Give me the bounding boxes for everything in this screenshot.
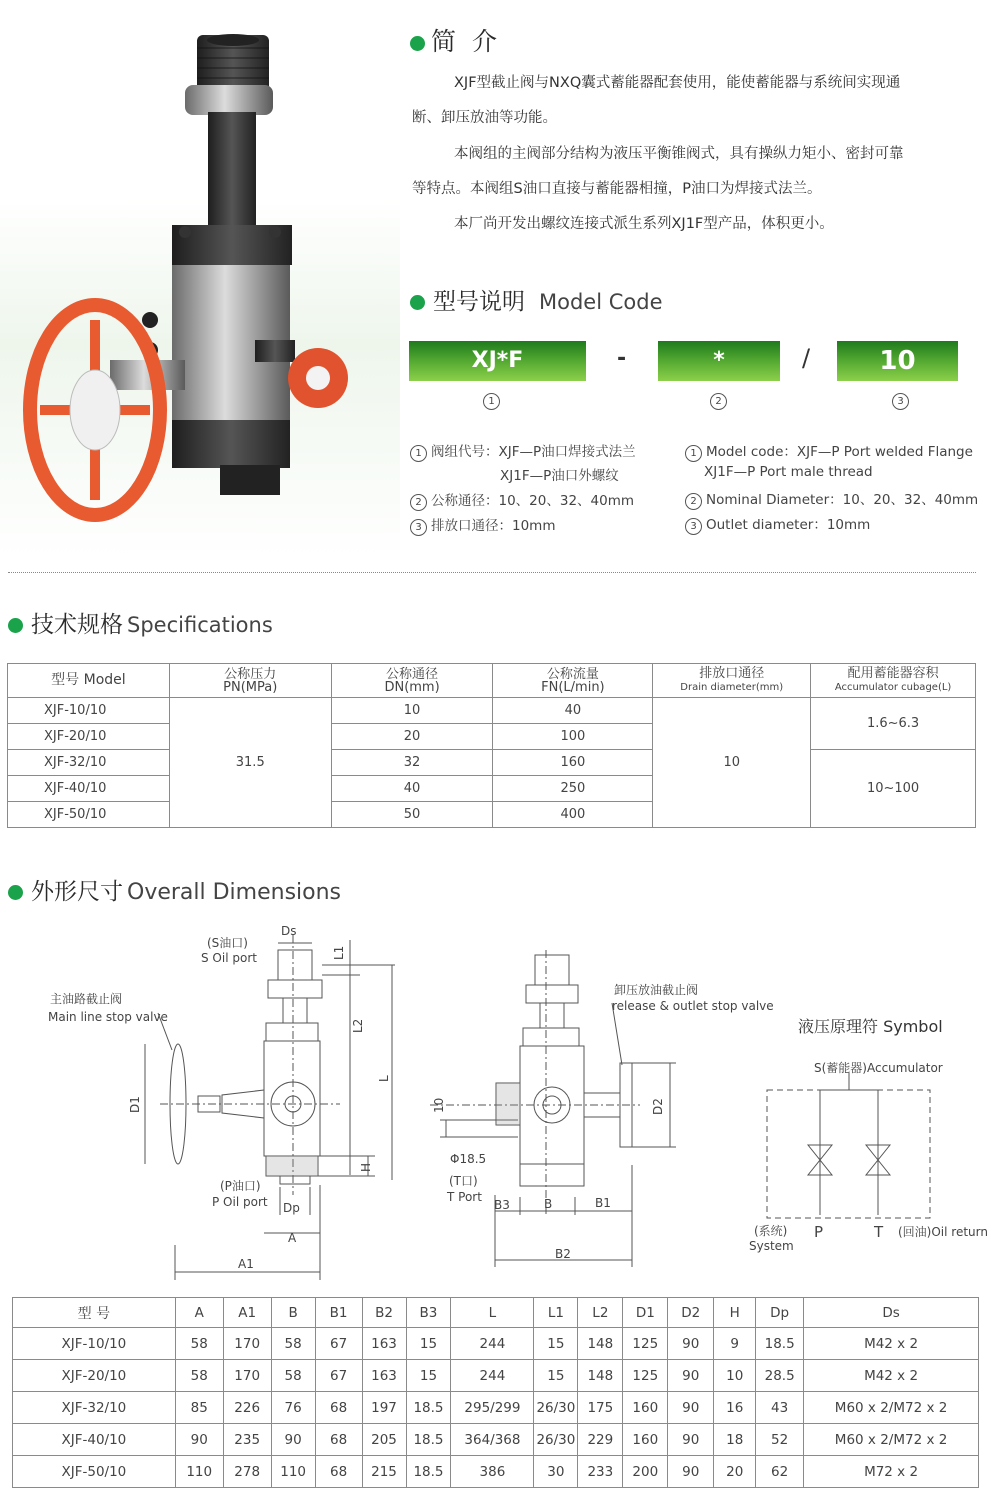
spec-drain: 10: [653, 698, 811, 828]
symbol-system-cn: (系统): [754, 1224, 788, 1238]
intro-paragraph-1b: 断、卸压放油等功能。: [412, 110, 557, 126]
dims-header: B2: [362, 1298, 406, 1328]
model-code-part-1: XJ*F: [409, 341, 586, 381]
dims-value-cell: 67: [315, 1360, 362, 1392]
dims-value-cell: 233: [578, 1456, 623, 1488]
product-photo: [0, 0, 400, 560]
dims-header: A: [175, 1298, 223, 1328]
dims-value-cell: 68: [315, 1424, 362, 1456]
dims-header: D1: [623, 1298, 668, 1328]
number-mark: 3: [685, 518, 702, 535]
table-row: [13, 1392, 979, 1424]
dims-header: B1: [315, 1298, 362, 1328]
dims-value-cell: 229: [578, 1424, 623, 1456]
dims-value-cell: 205: [362, 1424, 406, 1456]
bullet-dot-icon: [410, 295, 425, 310]
number-mark: 3: [410, 519, 427, 536]
dims-value-cell: 68: [315, 1456, 362, 1488]
spec-pressure: 31.5: [169, 698, 331, 828]
label-rel-cn: 卸压放油截止阀: [614, 983, 699, 997]
model-code-en-3: 3 Outlet diameter：10mm: [685, 513, 870, 535]
dims-value-cell: 16: [714, 1392, 756, 1424]
dims-value-cell: M42 x 2: [804, 1360, 979, 1392]
model-code-number-1: 1: [483, 393, 500, 410]
dims-header: Dp: [756, 1298, 804, 1328]
model-code-cn-1a: 1 阀组代号：XJF—P油口焊接式法兰: [410, 440, 636, 462]
dims-value-cell: M72 x 2: [804, 1456, 979, 1488]
model-code-number-2: 2: [710, 393, 727, 410]
dims-value-cell: 52: [756, 1424, 804, 1456]
label-ds: Ds: [281, 924, 297, 938]
dims-value-cell: 9: [714, 1328, 756, 1360]
dims-value-cell: 200: [623, 1456, 668, 1488]
intro-paragraph-3: 本厂尚开发出螺纹连接式派生系列XJ1F型产品，体积更小。: [454, 216, 834, 232]
dims-header: B: [271, 1298, 315, 1328]
label-rel-en: release & outlet stop valve: [612, 999, 774, 1013]
spec-fn: 250: [493, 776, 653, 802]
label-t-en: T Port: [447, 1190, 482, 1204]
dims-model-cell: XJF-40/10: [13, 1424, 176, 1456]
dims-value-cell: 90: [271, 1424, 315, 1456]
dims-value-cell: 197: [362, 1392, 406, 1424]
model-code-part-3: 10: [837, 341, 958, 381]
symbol-return: (回油)Oil return: [898, 1225, 988, 1239]
dims-value-cell: 90: [668, 1456, 714, 1488]
model-code-cn-3: 3 排放口通径：10mm: [410, 514, 555, 536]
dims-header: L1: [534, 1298, 578, 1328]
number-mark: 2: [410, 494, 427, 511]
label-ten: 10: [432, 1097, 446, 1113]
dims-value-cell: 68: [315, 1392, 362, 1424]
dims-value-cell: 62: [756, 1456, 804, 1488]
dims-header: L2: [578, 1298, 623, 1328]
dims-value-cell: 15: [534, 1360, 578, 1392]
label-s-en: S Oil port: [201, 951, 257, 965]
dims-value-cell: 90: [668, 1392, 714, 1424]
dims-value-cell: 58: [175, 1328, 223, 1360]
model-code-title: 型号说明 Model Code: [410, 283, 663, 316]
dims-value-cell: 226: [223, 1392, 271, 1424]
label-h: H: [359, 1162, 373, 1172]
spec-dn: 50: [331, 802, 493, 828]
dims-value-cell: 15: [406, 1328, 451, 1360]
symbol-s-label: S(蓄能器)Accumulator: [814, 1061, 943, 1075]
dims-value-cell: 215: [362, 1456, 406, 1488]
dims-header: Ds: [804, 1298, 979, 1328]
dims-value-cell: 175: [578, 1392, 623, 1424]
dims-value-cell: M60 x 2/M72 x 2: [804, 1424, 979, 1456]
dims-value-cell: 18: [714, 1424, 756, 1456]
dims-value-cell: M60 x 2/M72 x 2: [804, 1392, 979, 1424]
spec-model: XJF-10/10: [8, 698, 170, 724]
spec-accumulator-2: 10~100: [811, 750, 976, 828]
specs-header-flow: 公称流量 FN(L/min): [493, 664, 653, 698]
dims-table-body: [13, 1328, 979, 1488]
dims-model-cell: XJF-50/10: [13, 1456, 176, 1488]
spec-fn: 400: [493, 802, 653, 828]
label-main-cn: 主油路截止阀: [50, 992, 123, 1006]
label-dp: Dp: [283, 1201, 300, 1215]
label-b2: B2: [555, 1247, 571, 1261]
spec-model: XJF-50/10: [8, 802, 170, 828]
dims-value-cell: 76: [271, 1392, 315, 1424]
label-p-en: P Oil port: [212, 1195, 268, 1209]
spec-model: XJF-40/10: [8, 776, 170, 802]
dims-value-cell: 18.5: [406, 1392, 451, 1424]
section-divider: [8, 572, 976, 573]
model-code-cn-2: 2 公称通径：10、20、32、40mm: [410, 489, 634, 511]
dims-value-cell: 163: [362, 1360, 406, 1392]
dims-header-row: [13, 1298, 979, 1328]
model-code-separator-2: /: [802, 344, 811, 372]
label-l1: L1: [332, 945, 346, 960]
dims-title: 外形尺寸 Overall Dimensions: [8, 873, 341, 906]
label-b3: B3: [494, 1198, 510, 1212]
intro-title: 简 介: [410, 22, 501, 58]
specs-header-accumulator: 配用蓄能器容积 Accumulator cubage(L): [811, 664, 976, 698]
bullet-dot-icon: [8, 885, 23, 900]
dims-value-cell: 170: [223, 1360, 271, 1392]
dims-value-cell: 58: [271, 1328, 315, 1360]
table-row: [8, 750, 976, 776]
dims-value-cell: 90: [668, 1360, 714, 1392]
table-row: [13, 1360, 979, 1392]
dims-value-cell: 90: [668, 1424, 714, 1456]
model-code-part-2: *: [658, 341, 780, 381]
dims-value-cell: 148: [578, 1328, 623, 1360]
model-code-separator-1: -: [617, 346, 627, 371]
dims-value-cell: 90: [668, 1328, 714, 1360]
dims-model-cell: XJF-10/10: [13, 1328, 176, 1360]
bullet-dot-icon: [8, 618, 23, 633]
dims-value-cell: 90: [175, 1424, 223, 1456]
label-t-cn: (T口): [449, 1174, 478, 1188]
label-b1: B1: [595, 1196, 611, 1210]
dims-model-cell: XJF-20/10: [13, 1360, 176, 1392]
table-row: [8, 698, 976, 724]
label-s-cn: (S油口): [207, 936, 248, 950]
spec-model: XJF-20/10: [8, 724, 170, 750]
number-mark: 1: [410, 445, 427, 462]
number-mark: 2: [685, 493, 702, 510]
dims-value-cell: 244: [451, 1328, 534, 1360]
dims-value-cell: 160: [623, 1392, 668, 1424]
dims-value-cell: 58: [271, 1360, 315, 1392]
dims-value-cell: 148: [578, 1360, 623, 1392]
dims-value-cell: 18.5: [756, 1328, 804, 1360]
dims-value-cell: 18.5: [406, 1456, 451, 1488]
label-main-en: Main line stop valve: [48, 1010, 168, 1024]
dims-value-cell: 67: [315, 1328, 362, 1360]
specs-header-pressure: 公称压力 PN(MPa): [169, 664, 331, 698]
label-a1: A1: [238, 1257, 254, 1271]
table-row: [13, 1424, 979, 1456]
spec-dn: 40: [331, 776, 493, 802]
model-code-en-2: 2 Nominal Diameter：10、20、32、40mm: [685, 488, 978, 510]
spec-fn: 40: [493, 698, 653, 724]
model-code-en-1a: 1 Model code：XJF—P Port welded Flange: [685, 440, 973, 462]
label-b: B: [544, 1197, 553, 1211]
dims-value-cell: 386: [451, 1456, 534, 1488]
dimensions-table: [12, 1297, 979, 1488]
label-l: L: [377, 1075, 391, 1082]
table-row: [13, 1328, 979, 1360]
dims-value-cell: 15: [406, 1360, 451, 1392]
dims-value-cell: 110: [271, 1456, 315, 1488]
dims-value-cell: 295/299: [451, 1392, 534, 1424]
specs-header-row: [8, 664, 976, 698]
dims-value-cell: 30: [534, 1456, 578, 1488]
dims-value-cell: 278: [223, 1456, 271, 1488]
dims-value-cell: 85: [175, 1392, 223, 1424]
dims-value-cell: 125: [623, 1360, 668, 1392]
dims-header: L: [451, 1298, 534, 1328]
specs-header-drain: 排放口通径 Drain diameter(mm): [653, 664, 811, 698]
dims-value-cell: 110: [175, 1456, 223, 1488]
spec-fn: 160: [493, 750, 653, 776]
number-mark: 1: [685, 445, 702, 462]
dims-value-cell: 235: [223, 1424, 271, 1456]
dims-value-cell: 43: [756, 1392, 804, 1424]
model-code-en-1b: XJ1F—P Port male thread: [704, 464, 873, 480]
label-l2: L2: [351, 1018, 365, 1033]
dims-value-cell: 26/30: [534, 1392, 578, 1424]
dims-value-cell: 28.5: [756, 1360, 804, 1392]
intro-paragraph-1a: XJF型截止阀与NXQ囊式蓄能器配套使用，能使蓄能器与系统间实现通: [454, 75, 901, 91]
spec-dn: 20: [331, 724, 493, 750]
label-a: A: [288, 1231, 297, 1245]
symbol-t: T: [874, 1223, 884, 1241]
symbol-title: 液压原理符 Symbol: [798, 1017, 943, 1036]
spec-dn: 10: [331, 698, 493, 724]
specs-header-model: 型号 Model: [8, 664, 170, 698]
symbol-system-en: System: [749, 1239, 794, 1253]
dims-value-cell: 244: [451, 1360, 534, 1392]
model-code-number-3: 3: [892, 393, 909, 410]
specs-table: [7, 663, 976, 828]
symbol-p: P: [814, 1223, 824, 1241]
dimension-drawing: [0, 915, 1000, 1285]
dims-value-cell: 20: [714, 1456, 756, 1488]
intro-paragraph-2a: 本阀组的主阀部分结构为液压平衡锥阀式，具有操纵力矩小、密封可靠: [454, 146, 904, 162]
bullet-dot-icon: [410, 36, 425, 51]
dims-model-cell: XJF-32/10: [13, 1392, 176, 1424]
spec-accumulator-1: 1.6~6.3: [811, 698, 976, 750]
dims-value-cell: 364/368: [451, 1424, 534, 1456]
dims-header: 型 号: [13, 1298, 176, 1328]
specs-header-diameter: 公称通径 DN(mm): [331, 664, 493, 698]
dims-value-cell: 170: [223, 1328, 271, 1360]
dims-value-cell: 125: [623, 1328, 668, 1360]
dims-value-cell: M42 x 2: [804, 1328, 979, 1360]
label-d2: D2: [651, 1098, 665, 1115]
spec-dn: 32: [331, 750, 493, 776]
dims-value-cell: 26/30: [534, 1424, 578, 1456]
table-row: [13, 1456, 979, 1488]
dims-value-cell: 163: [362, 1328, 406, 1360]
dims-header: B3: [406, 1298, 451, 1328]
model-code-cn-1b: XJ1F—P油口外螺纹: [500, 468, 619, 484]
dims-header: D2: [668, 1298, 714, 1328]
dims-value-cell: 15: [534, 1328, 578, 1360]
label-p-cn: (P油口): [220, 1179, 261, 1193]
spec-model: XJF-32/10: [8, 750, 170, 776]
dims-value-cell: 160: [623, 1424, 668, 1456]
label-d1: D1: [128, 1096, 142, 1113]
dims-value-cell: 10: [714, 1360, 756, 1392]
dims-header: H: [714, 1298, 756, 1328]
dims-value-cell: 18.5: [406, 1424, 451, 1456]
dims-header: A1: [223, 1298, 271, 1328]
label-phi: Φ18.5: [450, 1152, 487, 1166]
specs-title: 技术规格 Specifications: [8, 606, 273, 639]
dims-value-cell: 58: [175, 1360, 223, 1392]
intro-paragraph-2b: 等特点。本阀组S油口直接与蓄能器相撞，P油口为焊接式法兰。: [412, 181, 822, 197]
spec-fn: 100: [493, 724, 653, 750]
